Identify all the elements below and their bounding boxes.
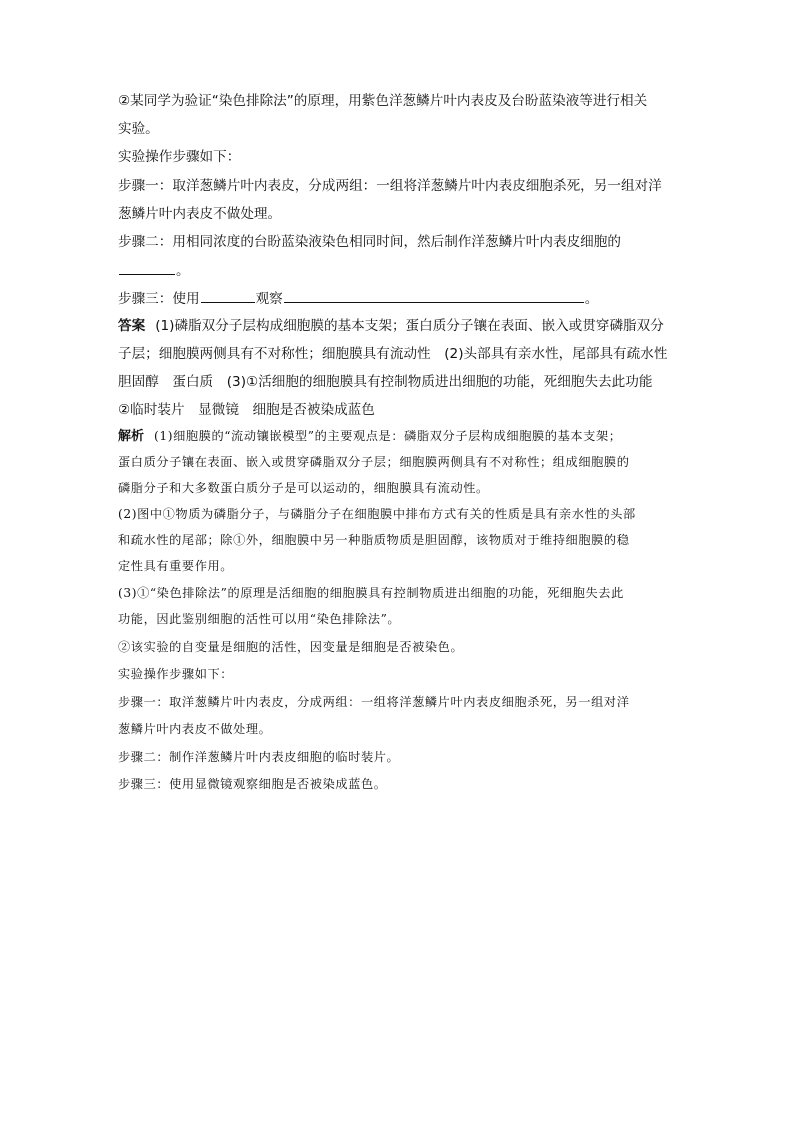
answer-blank [284, 288, 584, 303]
answer-blank [201, 288, 255, 303]
answer-text: 胆固醇 蛋白质 (3)①活细胞的细胞膜具有控制物质进出细胞的功能，死细胞失去此功能 [118, 374, 653, 390]
answer-text: 子层；细胞膜两侧具有不对称性；细胞膜具有流动性 (2)头部具有亲水性，尾部具有疏水性 [118, 346, 668, 362]
answer-text: ②临时装片 显微镜 细胞是否被染成蓝色 [118, 402, 375, 418]
analysis-text: (1)细胞膜的“流动镶嵌模型”的主要观点是：磷脂双分子层构成细胞膜的基本支架； [154, 429, 622, 443]
answer-line [118, 316, 678, 336]
analysis-text: (3)①“染色排除法”的原理是活细胞的细胞膜具有控制物质进出细胞的功能，死细胞失去此 [118, 586, 624, 600]
analysis-text: 步骤二：制作洋葱鳞片叶内表皮细胞的临时装片。 [118, 750, 400, 764]
step-three [118, 288, 678, 309]
step-three-end: 。 [584, 291, 599, 307]
analysis-text: 步骤一：取洋葱鳞片叶内表皮，分成两组：一组将洋葱鳞片叶内表皮细胞杀死，另一组对洋 [118, 695, 630, 709]
step-two-blank-line [118, 260, 678, 281]
analysis-text: 和疏水性的尾部；除①外，细胞膜中另一种脂质物质是胆固醇，该物质对于维持细胞膜的稳 [118, 533, 630, 547]
analysis-text: (2)图中①物质为磷脂分子，与磷脂分子在细胞膜中排布方式有关的性质是具有亲水性的头部 [118, 507, 636, 521]
step-three-prefix: 步骤三：使用 [118, 291, 200, 307]
analysis-line [118, 426, 678, 447]
analysis-text: 磷脂分子和大多数蛋白质分子是可以运动的，细胞膜具有流动性。 [118, 481, 489, 495]
steps-intro: 实验操作步骤如下： [118, 149, 241, 165]
step-two: 步骤二：用相同浓度的台盼蓝染液染色相同时间，然后制作洋葱鳞片叶内表皮细胞的 [118, 234, 621, 250]
answer-blank [119, 260, 175, 275]
analysis-label: 解析 [118, 429, 145, 444]
answer-text: (1)磷脂双分子层构成细胞膜的基本支架；蛋白质分子镶在表面、嵌入或贯穿磷脂双分 [155, 318, 664, 334]
question-text: ②某同学为验证“染色排除法”的原理，用紫色洋葱鳞片叶内表皮及台盼蓝染液等进行相关 [118, 93, 648, 109]
analysis-text: ②该实验的自变量是细胞的活性，因变量是细胞是否被染色。 [118, 640, 464, 654]
analysis-text: 蛋白质分子镶在表面、嵌入或贯穿磷脂双分子层；细胞膜两侧具有不对称性；组成细胞膜的 [118, 455, 630, 469]
analysis-text: 定性具有重要作用。 [118, 559, 234, 573]
step-two-end: 。 [176, 263, 190, 279]
analysis-text: 功能，因此鉴别细胞的活性可以用“染色排除法”。 [118, 612, 401, 626]
step-three-middle: 观察 [255, 291, 283, 307]
step-one: 步骤一：取洋葱鳞片叶内表皮，分成两组：一组将洋葱鳞片叶内表皮细胞杀死，另一组对洋 [118, 178, 662, 194]
analysis-text: 葱鳞片叶内表皮不做处理。 [118, 722, 272, 736]
step-one: 葱鳞片叶内表皮不做处理。 [118, 206, 282, 222]
analysis-text: 步骤三：使用显微镜观察细胞是否被染成蓝色。 [118, 777, 387, 791]
analysis-text: 实验操作步骤如下： [118, 667, 234, 681]
answer-label: 答案 [118, 318, 146, 334]
question-text: 实验。 [118, 121, 159, 137]
